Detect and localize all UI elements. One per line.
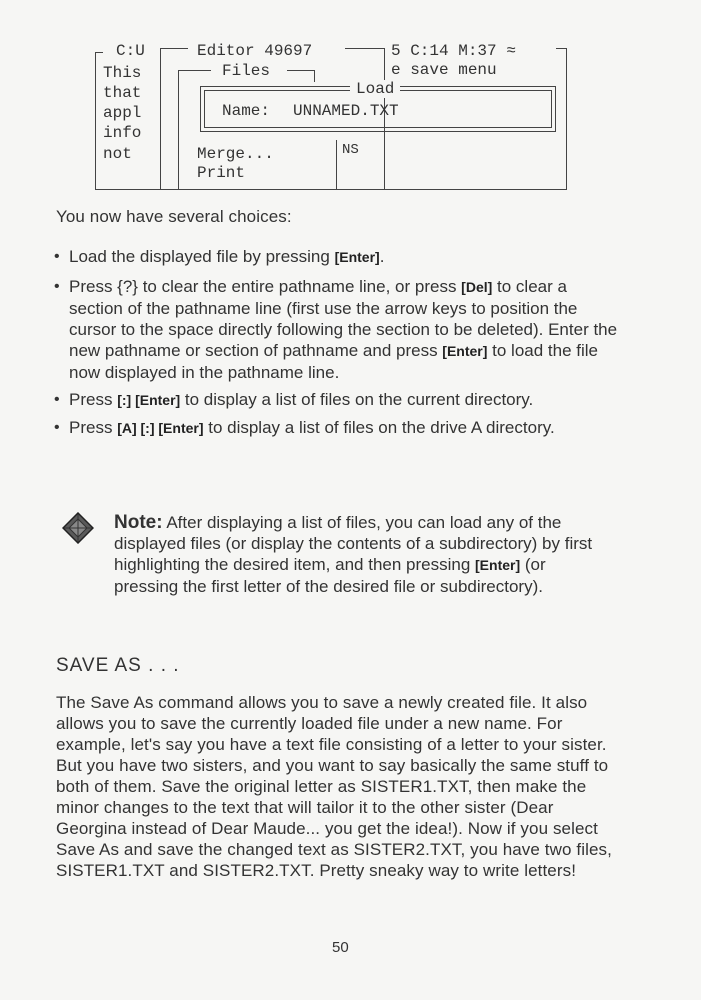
save-as-paragraph: The Save As command allows you to save a newly created file. It also allows you to save the currently loaded file under a new name. For example, let's say you have a text file consisting of a letter to your sister. But you have two sisters, and you want to say basically the same stuff to both of them. Save the original letter as SISTER1.TXT, then make the minor changes to the text that will tailor it to the other sister (Dear Georgina instead of Dear Maude... you get the idea!). Now if you select Save As and save the changed text as SISTER2.TXT, you have two files, SISTER1.TXT and SISTER2.TXT. Pretty sneaky way to write letters! <box>56 693 612 880</box>
list-item: • Load the displayed file by pressing [Enter]. <box>54 247 385 266</box>
note-diamond-icon <box>62 512 94 544</box>
files-left-inner <box>178 70 179 190</box>
files-top-right-tick <box>314 70 315 82</box>
editor-screen-capture <box>0 0 701 205</box>
menu-item-print[interactable]: Print <box>197 164 246 182</box>
ns-text: NS <box>342 142 359 158</box>
bullet-icon: • <box>54 391 60 408</box>
list-item: • Press {?} to clear the entire pathname line, or press [Del] to clear a section of the pathname line (first use the arrow keys to position the cursor to the space directly following the section to be deleted). Enter the new pathname or section of pathname and press [Enter] to load the file now displayed in the pathname line. <box>54 277 618 382</box>
name-label: Name: <box>222 102 271 120</box>
key-a-colon-enter: [A] [:] [Enter] <box>117 420 204 436</box>
section-heading: SAVE AS . . . <box>56 655 180 676</box>
bg-line-1: This <box>103 64 142 82</box>
files-menu-title: Files <box>222 62 271 80</box>
bullet-icon: • <box>54 419 60 436</box>
bg-line-5: not <box>103 145 132 163</box>
key-enter: [Enter] <box>442 343 488 359</box>
bullet-icon: • <box>54 248 60 265</box>
files-top-left <box>178 70 211 71</box>
key-enter: [Enter] <box>475 557 521 573</box>
name-field-value[interactable]: UNNAMED.TXT <box>293 102 399 120</box>
files-left-outer <box>160 48 161 190</box>
outer-left-border <box>95 52 96 190</box>
outer-top-seg1 <box>160 48 188 49</box>
key-colon-enter: [:] [Enter] <box>117 392 181 408</box>
list-item: • Press [:] [Enter] to display a list of files on the current directory. <box>54 390 534 409</box>
drive-indicator: C:U <box>116 42 145 60</box>
note-label: Note: <box>114 512 163 533</box>
note-text: Note: After displaying a list of files, you can load any of the displayed files (or display the contents of a subdirectory) by first highlighting the desired item, and then pressing [Enter] (or pressing the first letter of the desired file or subdirectory). <box>114 512 593 596</box>
files-top-right <box>287 70 314 71</box>
status-line: 5 C:14 M:37 ≈ <box>391 42 516 60</box>
save-menu-fragment: e save menu <box>391 61 497 79</box>
choices-list <box>50 246 620 443</box>
choices-intro: You now have several choices: <box>56 207 292 226</box>
load-dialog-title: Load <box>350 80 400 98</box>
bullet-icon: • <box>54 278 60 295</box>
menu-divider <box>336 140 337 190</box>
key-enter: [Enter] <box>334 249 380 265</box>
outer-top-seg3 <box>556 48 566 49</box>
outer-top-left-tick <box>95 52 103 53</box>
outer-top-seg2 <box>345 48 385 49</box>
outer-right-border <box>566 48 567 190</box>
editor-title: Editor 49697 <box>197 42 313 60</box>
bg-line-3: appl <box>103 104 142 122</box>
bg-line-4: info <box>103 124 142 142</box>
menu-item-merge[interactable]: Merge... <box>197 145 274 163</box>
key-del: [Del] <box>461 279 493 295</box>
page-number: 50 <box>332 939 349 956</box>
outer-bottom-border <box>95 189 567 190</box>
bg-line-2: that <box>103 84 142 102</box>
list-item: • Press [A] [:] [Enter] to display a list of files on the drive A directory. <box>54 418 555 437</box>
